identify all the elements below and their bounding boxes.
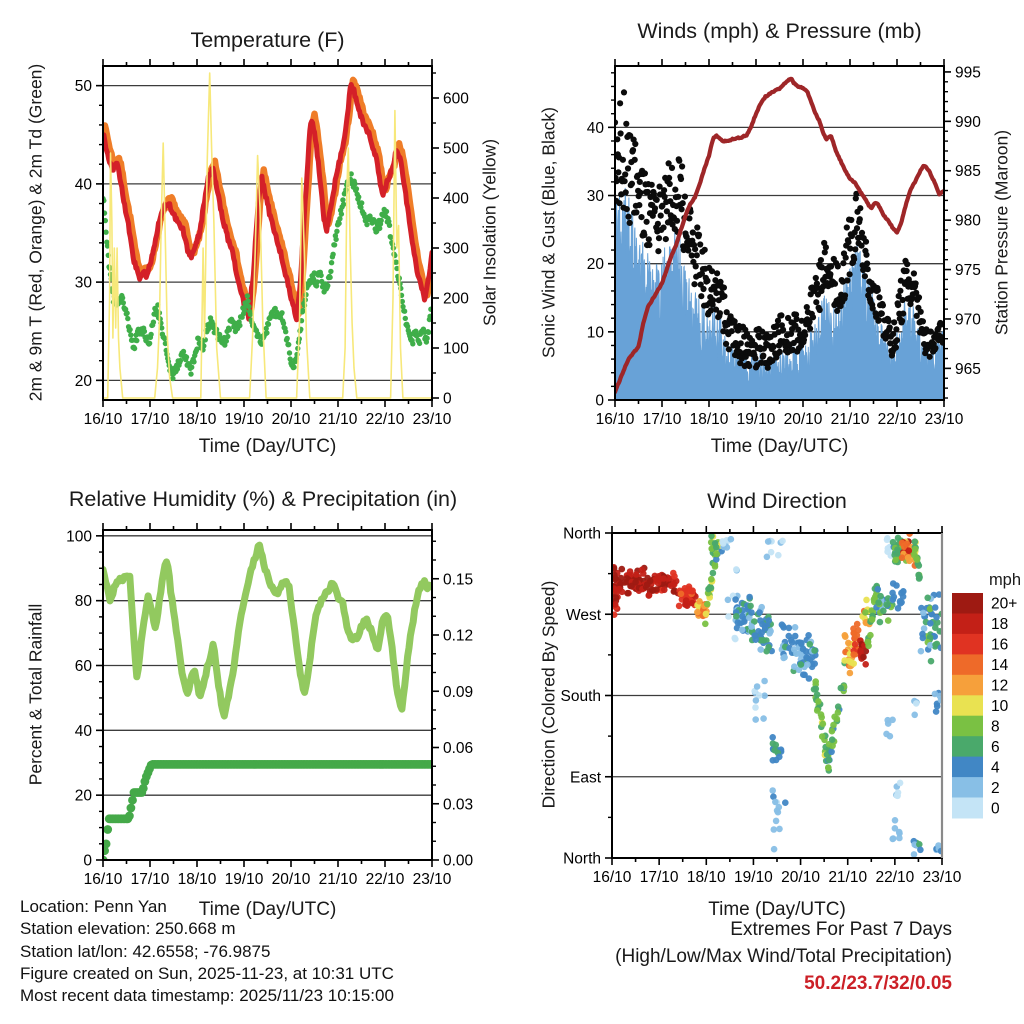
svg-text:22/10: 22/10 bbox=[875, 869, 915, 886]
svg-text:100: 100 bbox=[66, 528, 92, 546]
svg-text:0.09: 0.09 bbox=[443, 683, 474, 701]
svg-text:6: 6 bbox=[991, 738, 1000, 756]
svg-text:North: North bbox=[563, 525, 601, 543]
svg-text:80: 80 bbox=[74, 593, 92, 611]
svg-text:21/10: 21/10 bbox=[828, 869, 868, 886]
svg-text:600: 600 bbox=[443, 90, 469, 108]
svg-text:990: 990 bbox=[955, 113, 981, 131]
panel-winds_pressure bbox=[587, 59, 981, 428]
panel-title-winds: Winds (mph) & Pressure (mb) bbox=[637, 19, 922, 43]
svg-text:0: 0 bbox=[595, 392, 604, 410]
svg-text:19/10: 19/10 bbox=[736, 411, 776, 428]
svg-text:21/10: 21/10 bbox=[318, 871, 358, 888]
svg-text:30: 30 bbox=[586, 188, 604, 206]
panel-title-wind-direction: Wind Direction bbox=[707, 489, 847, 513]
svg-text:22/10: 22/10 bbox=[365, 411, 405, 428]
panel-title-temperature: Temperature (F) bbox=[190, 28, 345, 52]
svg-text:985: 985 bbox=[955, 163, 981, 181]
svg-text:17/10: 17/10 bbox=[130, 411, 170, 428]
svg-text:0: 0 bbox=[83, 852, 92, 870]
svg-text:20/10: 20/10 bbox=[271, 411, 311, 428]
svg-text:18/10: 18/10 bbox=[689, 411, 729, 428]
panel-humidity_precip bbox=[66, 523, 473, 888]
panel-temperature bbox=[75, 59, 469, 428]
svg-text:22/10: 22/10 bbox=[877, 411, 917, 428]
svg-text:18/10: 18/10 bbox=[177, 411, 217, 428]
svg-text:20+: 20+ bbox=[991, 595, 1018, 613]
svg-text:23/10: 23/10 bbox=[412, 871, 452, 888]
svg-text:16/10: 16/10 bbox=[595, 411, 635, 428]
svg-text:995: 995 bbox=[955, 64, 981, 82]
svg-text:19/10: 19/10 bbox=[224, 411, 264, 428]
svg-text:965: 965 bbox=[955, 360, 981, 378]
svg-text:0.15: 0.15 bbox=[443, 571, 474, 589]
svg-text:West: West bbox=[565, 606, 601, 624]
svg-text:20: 20 bbox=[74, 372, 92, 390]
svg-text:21/10: 21/10 bbox=[318, 411, 358, 428]
svg-text:South: South bbox=[560, 688, 601, 705]
station-latlon: Station lat/lon: 42.6558; -76.9875 bbox=[20, 941, 271, 961]
svg-text:40: 40 bbox=[74, 176, 92, 194]
svg-text:19/10: 19/10 bbox=[734, 869, 773, 886]
svg-text:0.03: 0.03 bbox=[443, 796, 474, 814]
svg-text:20: 20 bbox=[74, 787, 92, 805]
most-recent-data-timestamp: Most recent data timestamp: 2025/11/23 10:15:00 bbox=[20, 986, 394, 1006]
svg-text:17/10: 17/10 bbox=[130, 871, 170, 888]
figure-created-timestamp: Figure created on Sun, 2025-11-23, at 10:31 UTC bbox=[20, 963, 394, 983]
extremes-title: Extremes For Past 7 Days bbox=[730, 919, 952, 940]
svg-text:40: 40 bbox=[74, 722, 92, 740]
svg-text:0.06: 0.06 bbox=[443, 740, 474, 757]
svg-text:20: 20 bbox=[586, 256, 604, 274]
svg-text:14: 14 bbox=[991, 657, 1009, 675]
yaxis-label-solar-right: Solar Insolation (Yellow) bbox=[479, 138, 500, 327]
svg-text:19/10: 19/10 bbox=[224, 871, 264, 888]
xaxis-label-wind-direction: Time (Day/UTC) bbox=[708, 899, 846, 920]
svg-text:10: 10 bbox=[586, 324, 604, 342]
colorbar-title-mph: mph bbox=[988, 571, 1022, 589]
svg-text:18: 18 bbox=[991, 616, 1009, 634]
yaxis-label-humidity-left: Percent & Total Rainfall bbox=[25, 603, 46, 786]
svg-text:East: East bbox=[569, 769, 601, 787]
yaxis-label-direction-left: Direction (Colored By Speed) bbox=[538, 580, 559, 809]
extremes-subtitle: (High/Low/Max Wind/Total Precipitation) bbox=[615, 946, 952, 967]
svg-text:200: 200 bbox=[443, 290, 469, 308]
svg-text:400: 400 bbox=[443, 190, 469, 208]
yaxis-label-temp-left: 2m & 9m T (Red, Orange) & 2m Td (Green) bbox=[25, 63, 46, 402]
svg-text:20/10: 20/10 bbox=[271, 871, 311, 888]
svg-text:2: 2 bbox=[991, 779, 1000, 797]
svg-text:300: 300 bbox=[443, 240, 469, 258]
svg-text:0.12: 0.12 bbox=[443, 627, 474, 645]
station-elevation: Station elevation: 250.668 m bbox=[20, 919, 236, 939]
svg-text:North: North bbox=[563, 850, 601, 868]
svg-text:16: 16 bbox=[991, 636, 1009, 654]
svg-text:17/10: 17/10 bbox=[642, 411, 682, 428]
station-location: Location: Penn Yan bbox=[20, 897, 167, 916]
svg-text:23/10: 23/10 bbox=[924, 411, 964, 428]
svg-text:20/10: 20/10 bbox=[781, 869, 820, 886]
svg-text:40: 40 bbox=[586, 119, 604, 137]
svg-text:17/10: 17/10 bbox=[639, 869, 679, 886]
svg-text:4: 4 bbox=[991, 759, 1000, 777]
xaxis-label-humidity: Time (Day/UTC) bbox=[198, 899, 337, 920]
svg-text:0: 0 bbox=[991, 800, 1000, 818]
svg-text:21/10: 21/10 bbox=[830, 411, 870, 428]
svg-text:16/10: 16/10 bbox=[83, 871, 123, 888]
svg-text:50: 50 bbox=[74, 78, 92, 96]
svg-text:22/10: 22/10 bbox=[365, 871, 405, 888]
svg-text:980: 980 bbox=[955, 212, 981, 230]
panel-wind_direction bbox=[560, 526, 1017, 887]
svg-text:970: 970 bbox=[955, 311, 981, 329]
svg-text:975: 975 bbox=[955, 262, 981, 280]
station-info bbox=[20, 896, 394, 1007]
xaxis-label-temperature: Time (Day/UTC) bbox=[198, 436, 337, 457]
svg-text:16/10: 16/10 bbox=[83, 411, 123, 428]
svg-text:12: 12 bbox=[991, 677, 1009, 695]
speed-colorbar bbox=[952, 593, 1017, 819]
svg-text:16/10: 16/10 bbox=[592, 869, 632, 886]
extremes-block bbox=[600, 916, 952, 997]
svg-text:30: 30 bbox=[74, 274, 92, 292]
svg-text:20/10: 20/10 bbox=[783, 411, 823, 428]
svg-text:0: 0 bbox=[443, 390, 452, 408]
svg-text:18/10: 18/10 bbox=[177, 871, 217, 888]
svg-text:18/10: 18/10 bbox=[686, 869, 726, 886]
xaxis-label-winds: Time (Day/UTC) bbox=[710, 436, 849, 457]
svg-text:10: 10 bbox=[991, 698, 1009, 715]
svg-text:0.00: 0.00 bbox=[443, 852, 474, 870]
svg-text:23/10: 23/10 bbox=[412, 411, 452, 428]
svg-text:60: 60 bbox=[74, 658, 92, 676]
svg-text:500: 500 bbox=[443, 140, 469, 158]
extremes-values: 50.2/23.7/32/0.05 bbox=[804, 973, 952, 994]
svg-text:8: 8 bbox=[991, 718, 1000, 736]
yaxis-label-pressure-right: Station Pressure (Maroon) bbox=[991, 129, 1012, 336]
svg-text:23/10: 23/10 bbox=[922, 869, 962, 886]
svg-text:100: 100 bbox=[443, 340, 469, 358]
panel-title-humidity: Relative Humidity (%) & Precipitation (in) bbox=[68, 487, 458, 511]
yaxis-label-wind-left: Sonic Wind & Gust (Blue, Black) bbox=[538, 107, 559, 358]
